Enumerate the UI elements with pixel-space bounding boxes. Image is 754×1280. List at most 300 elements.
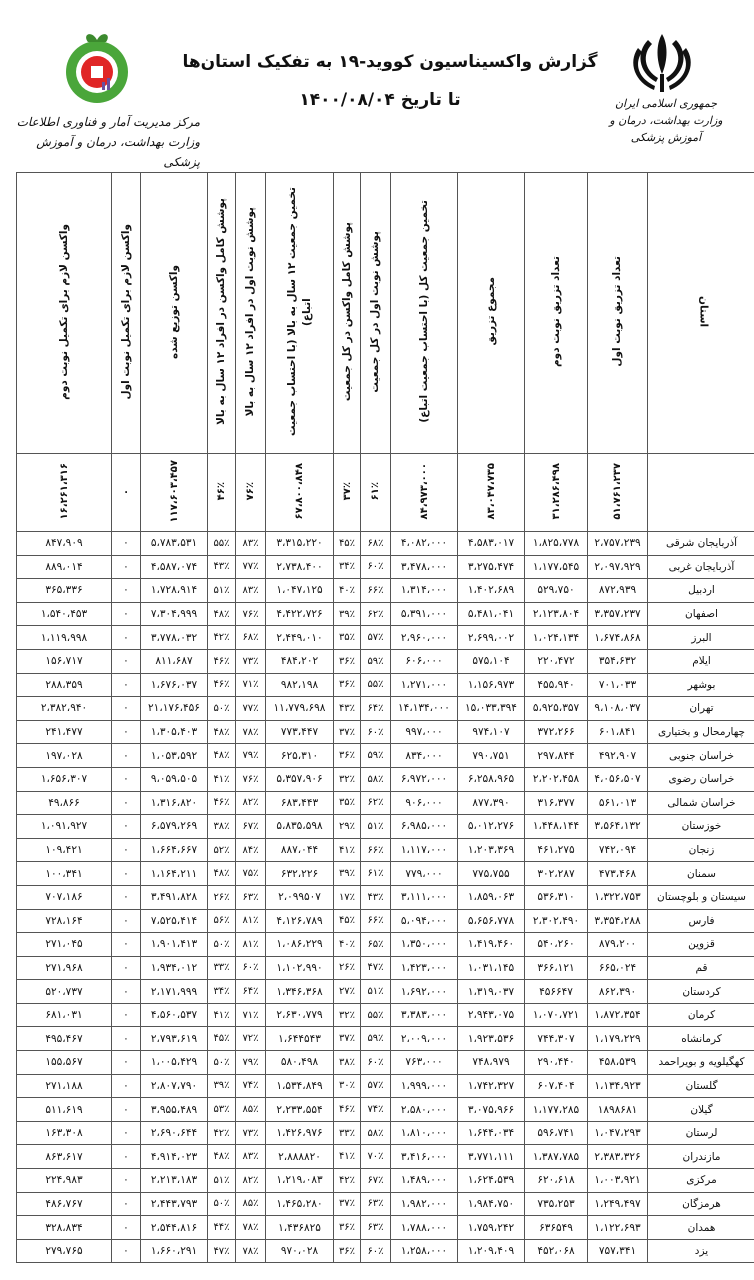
table-cell: ۴۸٪ [208,720,236,744]
table-row [17,980,754,1004]
table-cell: ۰ [112,673,141,697]
table-cell: ۴۳٪ [334,697,361,721]
table-cell: ۱،۹۲۳،۵۳۶ [458,1027,525,1051]
table-cell: ۱۵۵،۵۶۷ [17,1051,112,1075]
table-cell: ۸۴۷،۹۰۹ [17,532,112,556]
table-row [17,909,754,933]
table-cell: ۸۲٪ [236,791,266,815]
table-cell: ۷۹٪ [236,1051,266,1075]
table-cell: ۳۲٪ [334,767,361,791]
table-cell: ۶۲٪ [361,602,391,626]
statistics-center-logo-icon [58,30,136,106]
table-cell: ۰ [112,933,141,957]
table-cell: ۵۴۰،۲۶۰ [525,933,588,957]
table-cell: ۶۸۱،۰۳۱ [17,1003,112,1027]
totals-cell: ۸۴،۹۷۳،۰۰۰ [391,454,458,532]
table-cell: ۲،۷۳۸،۴۰۰ [266,555,334,579]
table-cell: ۱،۶۴۴،۰۳۴ [458,1121,525,1145]
table-cell: ۲،۴۴۹،۰۱۰ [266,626,334,650]
table-cell: ۵۱٪ [361,980,391,1004]
table-cell: ۳،۱۱۱،۰۰۰ [391,885,458,909]
table-cell: ۲،۹۶۰،۰۰۰ [391,626,458,650]
table-cell: ۰ [112,838,141,862]
table-cell: ۵۰٪ [208,1051,236,1075]
table-cell: ۷۴۸،۹۷۹ [458,1051,525,1075]
table-cell: ۳۵٪ [334,791,361,815]
table-cell: ۶۳٪ [361,1192,391,1216]
table-cell: ۶۴٪ [236,980,266,1004]
province-name-cell: لرستان [648,1121,754,1145]
table-cell: ۵۲۹،۷۵۰ [525,579,588,603]
table-cell: ۹،۰۵۹،۵۰۵ [141,767,208,791]
table-cell: ۵،۶۵۶،۷۷۸ [458,909,525,933]
table-cell: ۱،۳۰۵،۴۰۳ [141,720,208,744]
table-cell: ۱،۱۶۴،۲۱۱ [141,862,208,886]
table-cell: ۳،۳۸۳،۰۰۰ [391,1003,458,1027]
table-cell: ۱۹۷،۰۲۸ [17,744,112,768]
table-cell: ۷،۵۲۵،۴۱۴ [141,909,208,933]
table-cell: ۱۰۹،۴۲۱ [17,838,112,862]
table-row [17,885,754,909]
table-cell: ۴۶٪ [208,673,236,697]
table-cell: ۵۲۰،۷۳۷ [17,980,112,1004]
table-cell: ۲،۳۸۲،۹۴۰ [17,697,112,721]
province-name-cell: زنجان [648,838,754,862]
table-cell: ۴۷٪ [361,956,391,980]
table-cell: ۶۰٪ [236,956,266,980]
column-header [588,173,648,454]
column-header-label: استان [697,295,710,328]
table-cell: ۴۷٪ [208,1239,236,1263]
table-cell: ۱،۸۵۹،۰۶۳ [458,885,525,909]
table-row [17,579,754,603]
table-cell: ۰ [112,697,141,721]
table-cell: ۴۵۸،۵۳۹ [588,1051,648,1075]
province-name-cell: خوزستان [648,815,754,839]
table-cell: ۴،۵۶۰،۵۳۷ [141,1003,208,1027]
table-cell: ۵۸٪ [361,767,391,791]
column-header [361,173,391,454]
province-name-cell: اردبیل [648,579,754,603]
table-cell: ۵۵٪ [361,673,391,697]
column-header-label: تخمین جمعیت ۱۲ سال به بالا (با احتساب جمعیت اتباع) [285,187,313,436]
table-cell: ۵،۸۳۵،۵۹۸ [266,815,334,839]
table-cell: ۳،۴۹۱،۸۲۸ [141,885,208,909]
table-cell: ۸۲٪ [236,1169,266,1193]
center-line-2: وزارت بهداشت، درمان و آموزش پزشکی [36,135,200,169]
table-cell: ۲۶٪ [334,956,361,980]
table-cell: ۱،۶۴۴۵۴۳ [266,1027,334,1051]
table-cell: ۶۰۷،۴۰۴ [525,1074,588,1098]
table-cell: ۴۵٪ [334,909,361,933]
table-cell: ۱،۰۷۰،۷۲۱ [525,1003,588,1027]
table-row [17,1239,754,1263]
table-cell: ۴۸۶،۷۶۷ [17,1192,112,1216]
table-cell: ۸۸۹،۰۱۴ [17,555,112,579]
table-cell: ۴،۱۲۶،۷۸۹ [266,909,334,933]
table-cell: ۴،۰۵۶،۵۰۷ [588,767,648,791]
center-line-1: مرکز مدیریت آمار و فناوری اطلاعات [16,115,200,129]
table-cell: ۲۷۹،۷۶۵ [17,1239,112,1263]
totals-cell: ۴۶٪ [208,454,236,532]
table-cell: ۵۹٪ [361,744,391,768]
table-cell: ۶۲۰،۶۱۸ [525,1169,588,1193]
table-cell: ۶۶٪ [361,909,391,933]
column-header [208,173,236,454]
table-cell: ۷۸٪ [236,720,266,744]
table-cell: ۱،۹۸۴،۷۵۰ [458,1192,525,1216]
province-name-cell: کهگیلویه و بویراحمد [648,1051,754,1075]
table-cell: ۴۶٪ [334,1098,361,1122]
table-cell: ۵،۳۹۱،۰۰۰ [391,602,458,626]
table-cell: ۳۹٪ [208,1074,236,1098]
table-cell: ۷۵٪ [236,862,266,886]
table-cell: ۱۵۶،۷۱۷ [17,649,112,673]
table-cell: ۱،۴۲۶،۹۷۶ [266,1121,334,1145]
table-cell: ۴۵۵،۹۴۰ [525,673,588,697]
table-cell: ۶۰۶،۰۰۰ [391,649,458,673]
table-cell: ۲۲۴،۹۸۳ [17,1169,112,1193]
table-cell: ۴۲٪ [334,1169,361,1193]
table-cell: ۴،۵۸۷،۰۷۴ [141,555,208,579]
table-cell: ۷۱٪ [236,1003,266,1027]
table-cell: ۴،۵۸۳،۰۱۷ [458,532,525,556]
table-cell: ۸۱٪ [236,909,266,933]
table-cell: ۱،۵۴۰،۴۵۳ [17,602,112,626]
table-cell: ۰ [112,956,141,980]
table-cell: ۸۷۹،۲۰۰ [588,933,648,957]
table-cell: ۱،۰۲۴،۱۳۴ [525,626,588,650]
table-cell: ۰ [112,1074,141,1098]
table-cell: ۶۳٪ [361,1216,391,1240]
table-cell: ۳،۵۶۴،۱۳۲ [588,815,648,839]
table-cell: ۰ [112,980,141,1004]
table-cell: ۲۲۰،۴۷۲ [525,649,588,673]
table-row [17,532,754,556]
table-cell: ۵۰٪ [208,1192,236,1216]
table-cell: ۳۰٪ [334,1074,361,1098]
table-cell: ۱،۶۷۴،۸۶۸ [588,626,648,650]
table-cell: ۱۸۹۸۶۸۱ [588,1098,648,1122]
table-cell: ۶۳۶۵۴۹ [525,1216,588,1240]
table-cell: ۳،۲۷۵،۴۷۴ [458,555,525,579]
table-cell: ۱،۰۰۳،۹۲۱ [588,1169,648,1193]
table-cell: ۴،۴۲۲،۷۲۶ [266,602,334,626]
table-cell: ۱۰۰،۳۴۱ [17,862,112,886]
table-cell: ۶۲۵،۳۱۰ [266,744,334,768]
table-cell: ۴۱٪ [208,1003,236,1027]
table-cell: ۳۶٪ [334,1239,361,1263]
table-cell: ۵۱۱،۶۱۹ [17,1098,112,1122]
table-cell: ۲،۶۳۰،۷۷۹ [266,1003,334,1027]
table-cell: ۲،۱۲۳،۸۰۴ [525,602,588,626]
table-cell: ۲،۰۹۹۵۰۷ [266,885,334,909]
table-cell: ۸۴٪ [236,838,266,862]
table-cell: ۰ [112,532,141,556]
column-header-label: پوشش کامل واکسن در افراد ۱۲ سال به بالا [215,198,227,425]
province-name-cell: آذربایجان شرقی [648,532,754,556]
table-cell: ۲،۷۹۳،۶۱۹ [141,1027,208,1051]
table-cell: ۰ [112,602,141,626]
table-cell: ۳،۷۷۱،۱۱۱ [458,1145,525,1169]
table-cell: ۲،۰۰۹،۰۰۰ [391,1027,458,1051]
table-cell: ۳۵۴،۶۳۲ [588,649,648,673]
table-cell: ۱،۱۷۷،۲۸۵ [525,1098,588,1122]
table-cell: ۳،۳۱۵،۲۲۰ [266,532,334,556]
table-cell: ۴۸٪ [208,862,236,886]
column-header-label: واکسن توزیع شده [167,264,180,359]
table-cell: ۸۳٪ [236,1145,266,1169]
table-cell: ۹،۱۰۸،۰۳۷ [588,697,648,721]
table-cell: ۱،۴۰۲،۶۸۹ [458,579,525,603]
table-cell: ۴۱٪ [208,767,236,791]
table-cell: ۲،۰۹۷،۹۲۹ [588,555,648,579]
table-cell: ۳۷٪ [334,720,361,744]
column-header [236,173,266,454]
province-name-cell: یزد [648,1239,754,1263]
table-cell: ۷۳٪ [236,1121,266,1145]
table-cell: ۱،۱۱۹،۹۹۸ [17,626,112,650]
table-cell: ۸۷۲،۹۳۹ [588,579,648,603]
table-row [17,1216,754,1240]
table-row [17,933,754,957]
column-header [141,173,208,454]
table-cell: ۶۶٪ [361,838,391,862]
table-cell: ۸۶۲،۳۹۰ [588,980,648,1004]
table-cell: ۳۶۵،۳۳۶ [17,579,112,603]
table-cell: ۱،۷۴۲،۳۲۷ [458,1074,525,1098]
column-header [525,173,588,454]
table-cell: ۰ [112,1098,141,1122]
table-cell: ۶۸٪ [361,532,391,556]
table-cell: ۴۴٪ [208,1216,236,1240]
table-cell: ۵۲٪ [208,838,236,862]
table-cell: ۱،۱۱۷،۰۰۰ [391,838,458,862]
table-row [17,862,754,886]
table-cell: ۶۰۱،۸۴۱ [588,720,648,744]
table-cell: ۵۳٪ [208,1098,236,1122]
column-header-label: مجموع تزریق [484,277,497,346]
table-cell: ۱،۱۵۶،۹۷۳ [458,673,525,697]
column-header [391,173,458,454]
table-cell: ۲،۸۸۸۸۲۰ [266,1145,334,1169]
table-row [17,791,754,815]
table-cell: ۰ [112,909,141,933]
table-cell: ۰ [112,1003,141,1027]
province-name-cell: چهارمحال و بختیاری [648,720,754,744]
table-cell: ۲۴۱،۴۷۷ [17,720,112,744]
table-cell: ۴۵٪ [334,532,361,556]
table-cell: ۰ [112,1216,141,1240]
table-cell: ۷۴٪ [236,1074,266,1098]
table-cell: ۲،۲۰۲،۴۵۸ [525,767,588,791]
table-cell: ۰ [112,744,141,768]
ministry-line-2: وزارت بهداشت، درمان و آموزش پزشکی [609,114,723,144]
province-name-cell: آذربایجان غربی [648,555,754,579]
table-cell: ۴۵۲،۰۶۸ [525,1239,588,1263]
table-cell: ۶۳۲،۲۲۶ [266,862,334,886]
table-cell: ۱،۴۴۸،۱۴۴ [525,815,588,839]
table-cell: ۴۸٪ [208,1145,236,1169]
totals-cell: ۱۱۷،۶۰۳،۴۵۷ [141,454,208,532]
table-cell: ۸۳٪ [236,532,266,556]
table-row [17,838,754,862]
table-cell: ۵،۷۸۳،۵۳۱ [141,532,208,556]
table-cell: ۱،۸۱۰،۰۰۰ [391,1121,458,1145]
table-cell: ۴۹۵،۴۶۷ [17,1027,112,1051]
table-cell: ۷۸٪ [236,1239,266,1263]
table-cell: ۷۸٪ [236,1216,266,1240]
table-cell: ۷۳۵،۲۵۳ [525,1192,588,1216]
table-cell: ۵۷٪ [361,626,391,650]
table-row [17,744,754,768]
table-cell: ۱،۲۰۳،۳۶۹ [458,838,525,862]
table-cell: ۶۰٪ [361,1051,391,1075]
table-cell: ۰ [112,885,141,909]
table-cell: ۶۲٪ [361,791,391,815]
table-cell: ۱،۱۷۷،۵۴۵ [525,555,588,579]
table-cell: ۴۲٪ [208,626,236,650]
table-cell: ۴۱٪ [334,838,361,862]
table-cell: ۱۶۳،۳۰۸ [17,1121,112,1145]
totals-cell: ۶۷،۸۰۰،۸۴۸ [266,454,334,532]
table-cell: ۹۷۴،۱۰۷ [458,720,525,744]
table-cell: ۵۶٪ [208,909,236,933]
table-row [17,1027,754,1051]
totals-cell: ۸۳،۰۴۷،۷۳۵ [458,454,525,532]
province-name-cell: سمنان [648,862,754,886]
table-cell: ۱،۸۲۵،۷۷۸ [525,532,588,556]
column-header [458,173,525,454]
table-row [17,555,754,579]
table-cell: ۲،۶۹۹،۰۰۲ [458,626,525,650]
table-cell: ۸۵٪ [236,1192,266,1216]
table-cell: ۱،۰۴۷،۱۲۵ [266,579,334,603]
table-cell: ۵،۰۱۲،۲۷۶ [458,815,525,839]
table-cell: ۳،۳۵۴،۲۸۸ [588,909,648,933]
ministry-line-1: جمهوری اسلامی ایران [614,97,718,110]
table-cell: ۷۶٪ [236,767,266,791]
table-cell: ۹۰۶،۰۰۰ [391,791,458,815]
table-cell: ۳۷۲،۲۶۶ [525,720,588,744]
iran-emblem-icon [626,30,698,96]
table-cell: ۵۱٪ [361,815,391,839]
table-cell: ۴۶٪ [208,649,236,673]
table-cell: ۵۱٪ [208,579,236,603]
table-cell: ۱،۰۸۶،۲۲۹ [266,933,334,957]
table-cell: ۱،۳۸۷،۷۸۵ [525,1145,588,1169]
table-cell: ۶،۲۵۸،۹۶۵ [458,767,525,791]
table-cell: ۱،۳۵۰،۰۰۰ [391,933,458,957]
table-cell: ۳،۷۷۸،۰۳۲ [141,626,208,650]
table-cell: ۹۷۰،۰۲۸ [266,1239,334,1263]
table-cell: ۶۰٪ [361,1239,391,1263]
table-cell: ۱،۲۰۹،۴۰۹ [458,1239,525,1263]
table-cell: ۲،۳۸۳،۳۲۶ [588,1145,648,1169]
table-cell: ۵۸٪ [361,1121,391,1145]
table-row [17,1051,754,1075]
table-cell: ۲،۵۸۰،۰۰۰ [391,1098,458,1122]
column-header [648,173,754,454]
table-row [17,1121,754,1145]
table-cell: ۱،۴۸۹،۰۰۰ [391,1169,458,1193]
table-cell: ۳۶٪ [334,649,361,673]
table-cell: ۴۵٪ [208,1027,236,1051]
table-cell: ۲۸۸،۳۵۹ [17,673,112,697]
column-header [334,173,361,454]
column-header [112,173,141,454]
table-cell: ۷،۳۰۴،۹۹۹ [141,602,208,626]
table-cell: ۶۸٪ [236,626,266,650]
table-cell: ۷۷۳،۴۴۷ [266,720,334,744]
totals-cell: ۷۶٪ [236,454,266,532]
table-cell: ۲۱،۱۷۶،۴۵۶ [141,697,208,721]
table-cell: ۱،۴۳۶۸۲۵ [266,1216,334,1240]
table-cell: ۶۰٪ [361,720,391,744]
table-row [17,1192,754,1216]
table-cell: ۲،۹۴۳،۰۷۵ [458,1003,525,1027]
province-name-cell: قم [648,956,754,980]
table-cell: ۵۹٪ [361,1027,391,1051]
table-cell: ۷۹٪ [236,744,266,768]
table-row [17,626,754,650]
table-cell: ۳۰۲،۲۸۷ [525,862,588,886]
table-cell: ۶۱٪ [361,862,391,886]
table-cell: ۴۸٪ [208,602,236,626]
table-cell: ۴۶٪ [208,791,236,815]
table-cell: ۳۹٪ [334,602,361,626]
table-cell: ۸۳٪ [236,579,266,603]
table-cell: ۱،۶۶۰،۲۹۱ [141,1239,208,1263]
table-cell: ۵۷۵،۱۰۴ [458,649,525,673]
table-cell: ۲،۲۱۳،۱۸۳ [141,1169,208,1193]
table-cell: ۶،۹۸۵،۰۰۰ [391,815,458,839]
table-cell: ۰ [112,579,141,603]
table-cell: ۶،۵۷۹،۲۶۹ [141,815,208,839]
column-header [266,173,334,454]
table-cell: ۰ [112,1027,141,1051]
table-cell: ۱،۱۷۹،۲۲۹ [588,1027,648,1051]
table-cell: ۷۷۵،۷۵۵ [458,862,525,886]
column-header-label: واکسن لازم برای تکمیل نوبت دوم [57,223,70,400]
table-cell: ۰ [112,626,141,650]
province-name-cell: فارس [648,909,754,933]
column-header-label: پوشش نوبت اول در افراد ۱۲ سال به بالا [244,206,256,417]
table-row [17,649,754,673]
table-cell: ۳،۴۷۸،۰۰۰ [391,555,458,579]
table-cell: ۵،۳۵۷،۹۰۶ [266,767,334,791]
table-cell: ۳۴٪ [208,980,236,1004]
table-cell: ۱،۲۴۹،۴۹۷ [588,1192,648,1216]
totals-cell: ۳۱،۲۸۶،۴۹۸ [525,454,588,532]
totals-cell: ۰ [112,454,141,532]
table-cell: ۱،۳۲۲،۷۵۳ [588,885,648,909]
table-cell: ۲۷۱،۰۴۵ [17,933,112,957]
table-cell: ۷۱٪ [236,673,266,697]
column-header [17,173,112,454]
table-cell: ۵۱٪ [208,1169,236,1193]
table-row [17,815,754,839]
report-header [0,0,754,172]
table-cell: ۱،۴۶۵،۲۸۰ [266,1192,334,1216]
table-cell: ۰ [112,1239,141,1263]
table-cell: ۱،۰۳۱،۱۴۵ [458,956,525,980]
column-header-label: تعداد تزریق نوبت اول [611,256,623,367]
table-cell: ۷۷۹،۰۰۰ [391,862,458,886]
table-cell: ۳۶۶،۱۲۱ [525,956,588,980]
table-cell: ۱۱،۷۷۹،۶۹۸ [266,697,334,721]
province-name-cell: خراسان شمالی [648,791,754,815]
